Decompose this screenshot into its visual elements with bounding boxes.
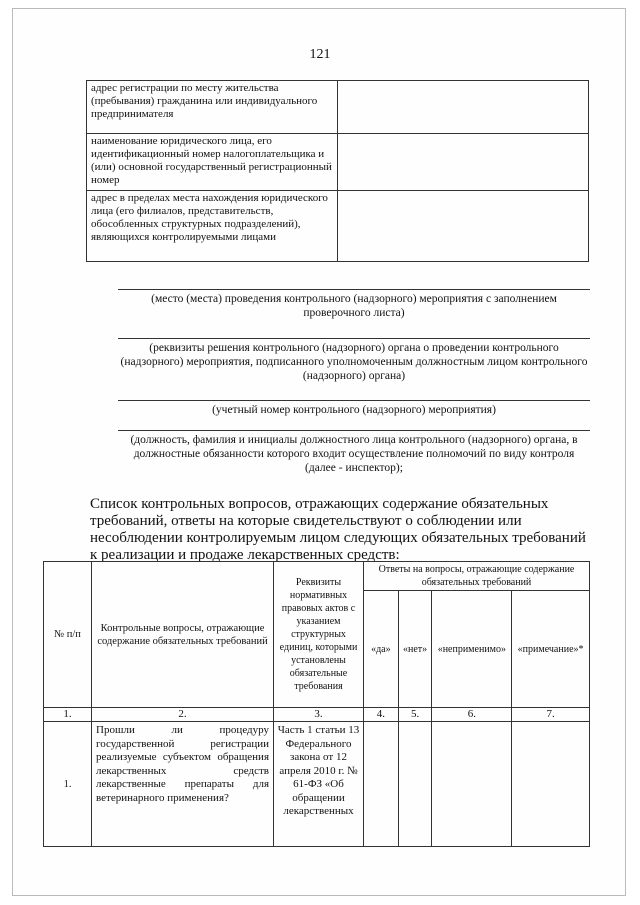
fill-line (118, 400, 590, 401)
fill-line (118, 430, 590, 431)
row-label: наименование юридического лица, его идентификационный номер налогоплательщика и (или) основной государственный регистрационный номер (87, 134, 338, 191)
fill-line (118, 338, 590, 339)
table-row (87, 191, 589, 262)
column-number: 5. (398, 708, 432, 722)
table-row (87, 134, 589, 191)
row-question: Прошли ли процедуру государственной регистрации реализуемые субъектом обращения лекарственных средств лекарственные препараты для ветеринарного применения? (92, 722, 274, 847)
page-number: 121 (309, 47, 331, 62)
inspector-caption: (должность, фамилия и инициалы должностного лица контрольного (надзорного) органа, в должностные обязанности которого входит осуществление полномочий по виду контроля (далее - инспектор); (130, 434, 578, 474)
row-answer-no (398, 722, 432, 847)
decision-caption: (реквизиты решения контрольного (надзорного) органа о проведении контрольного (надзорного) мероприятия, подписанного уполномоченным должностным лицом контрольного (надзорного) органа) (120, 342, 588, 382)
column-number: 3. (274, 708, 364, 722)
column-number: 6. (432, 708, 512, 722)
fill-line (118, 289, 590, 290)
column-number: 1. (44, 708, 92, 722)
checklist-table (43, 561, 590, 847)
header-question: Контрольные вопросы, отражающие содержание обязательных требований (92, 562, 274, 708)
row-label: адрес в пределах места нахождения юридического лица (его филиалов, представительств, обособленных структурных подразделений), являющихся контролируемыми лицами (87, 191, 338, 262)
row-label: адрес регистрации по месту жительства (пребывания) гражданина или индивидуального предпринимателя (87, 81, 338, 134)
row-requisites: Часть 1 статьи 13 Федерального закона от 12 апреля 2010 г. № 61-ФЗ «Об обращении лекарственных (274, 722, 364, 847)
record-number-caption: (учетный номер контрольного (надзорного) мероприятия) (212, 404, 496, 416)
header-requisites: Реквизиты нормативных правовых актов с указанием структурных единиц, которыми установлены обязательные требования (274, 562, 364, 708)
place-caption: (место (места) проведения контрольного (надзорного) мероприятия с заполнением проверочного листа) (151, 293, 557, 319)
checklist-heading: Список контрольных вопросов, отражающих содержание обязательных требований, ответы на которые свидетельствуют о соблюдении или несоблюдении контролируемым лицом следующих обязательных требований к реализации и продаже лекарственных средств: (90, 496, 586, 563)
row-answer-yes (363, 722, 398, 847)
row-value (338, 134, 589, 191)
header-no: «нет» (398, 591, 432, 708)
column-number: 4. (363, 708, 398, 722)
table-row (44, 722, 590, 847)
header-answers-group: Ответы на вопросы, отражающие содержание обязательных требований (363, 562, 589, 591)
header-yes: «да» (363, 591, 398, 708)
row-num: 1. (44, 722, 92, 847)
row-value (338, 191, 589, 262)
header-not-applicable: «неприменимо» (432, 591, 512, 708)
header-num: № п/п (44, 562, 92, 708)
column-number: 7. (512, 708, 590, 722)
controlled-person-table (86, 80, 589, 262)
row-value (338, 81, 589, 134)
table-header-row (44, 562, 590, 591)
column-numbers-row (44, 708, 590, 722)
row-answer-not-applicable (432, 722, 512, 847)
column-number: 2. (92, 708, 274, 722)
row-answer-note (512, 722, 590, 847)
table-row (87, 81, 589, 134)
header-note: «примечание»* (512, 591, 590, 708)
